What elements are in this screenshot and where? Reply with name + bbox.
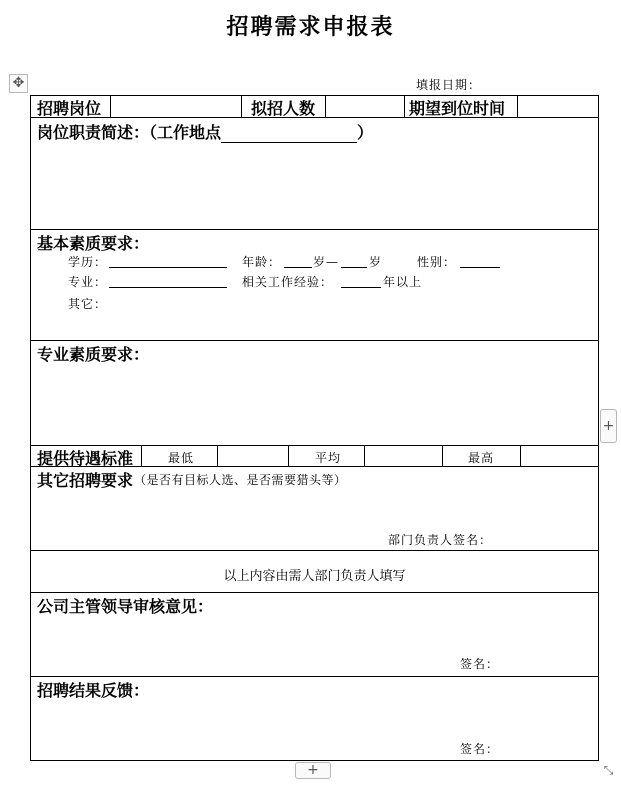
recruitment-form-table [30, 95, 599, 761]
experience-field[interactable] [341, 273, 381, 288]
add-column-plus-icon[interactable]: + [295, 762, 331, 779]
cell-arrival-label [405, 96, 518, 117]
other-label: 其它： [68, 297, 108, 311]
table-row-other-requirements[interactable] [31, 467, 598, 551]
salary-min-label: 最低 [168, 451, 195, 465]
cell-headcount-label [242, 96, 326, 117]
experience-label: 相关工作经验： [242, 275, 334, 289]
age-label: 年龄： [242, 255, 282, 269]
table-row-header [31, 96, 598, 118]
education-label: 学历： [68, 255, 108, 269]
review-label: 公司主管领导审核意见： [37, 597, 214, 616]
major-field[interactable] [109, 273, 227, 288]
fill-date-label: 填报日期： [416, 78, 482, 92]
other-requirements-note: （是否有目标人选、是否需要猎头等） [134, 473, 347, 487]
education-field[interactable] [109, 253, 227, 268]
duties-label-close: ） [357, 123, 374, 142]
cell-salary-max-input[interactable] [521, 446, 598, 466]
dept-note-text: 以上内容由需人部门负责人填写 [223, 569, 406, 584]
basic-label: 基本素质要求： [37, 234, 150, 253]
feedback-label: 招聘结果反馈： [37, 681, 150, 700]
review-sign-label: 签名： [460, 657, 500, 671]
cell-headcount-input[interactable] [326, 96, 405, 117]
table-row-basic [31, 230, 598, 341]
cell-position-input[interactable] [111, 96, 242, 117]
headcount-label: 拟招人数 [251, 99, 316, 118]
cell-salary-min-label [142, 446, 218, 466]
table-row-review[interactable] [31, 593, 598, 677]
table-row-professional[interactable] [31, 341, 598, 446]
age-unit: 岁 [369, 255, 383, 269]
table-move-icon[interactable]: ✥ [9, 74, 28, 93]
cell-salary-max-label [443, 446, 521, 466]
cell-arrival-input[interactable] [518, 96, 598, 117]
table-row-salary [31, 446, 598, 467]
salary-max-label: 最高 [468, 451, 495, 465]
cell-salary-avg-label [289, 446, 365, 466]
age-dash: 岁— [313, 255, 340, 269]
duties-label [37, 120, 373, 143]
add-row-plus-icon[interactable]: + [600, 409, 617, 443]
arrival-label: 期望到位时间 [409, 99, 506, 118]
cell-salary-min-input[interactable] [218, 446, 289, 466]
gender-field[interactable] [460, 253, 500, 268]
duties-label-text: 岗位职责简述：（工作地点 [37, 123, 222, 142]
professional-label: 专业素质要求： [37, 345, 150, 364]
table-resize-icon[interactable]: ⤡ [603, 763, 614, 777]
age-min-field[interactable] [284, 253, 312, 268]
table-row-duties[interactable] [31, 118, 598, 230]
cell-salary-avg-input[interactable] [365, 446, 443, 466]
age-max-field[interactable] [341, 253, 367, 268]
cell-salary-label [31, 446, 142, 466]
salary-avg-label: 平均 [315, 451, 342, 465]
table-row-dept-note [31, 551, 598, 593]
table-row-feedback[interactable] [31, 677, 598, 760]
other-requirements-label: 其它招聘要求 [37, 471, 134, 490]
dept-head-sign-label: 部门负责人签名： [388, 533, 493, 547]
position-label: 招聘岗位 [37, 99, 102, 118]
form-title: 招聘需求申报表 [226, 14, 395, 40]
gender-label: 性别： [417, 255, 457, 269]
cell-position-label [31, 96, 111, 117]
feedback-sign-label: 签名： [460, 742, 500, 756]
salary-label: 提供待遇标准 [37, 449, 134, 468]
major-label: 专业： [68, 275, 108, 289]
experience-unit: 年以上 [383, 275, 423, 289]
work-location-field[interactable] [221, 126, 357, 143]
